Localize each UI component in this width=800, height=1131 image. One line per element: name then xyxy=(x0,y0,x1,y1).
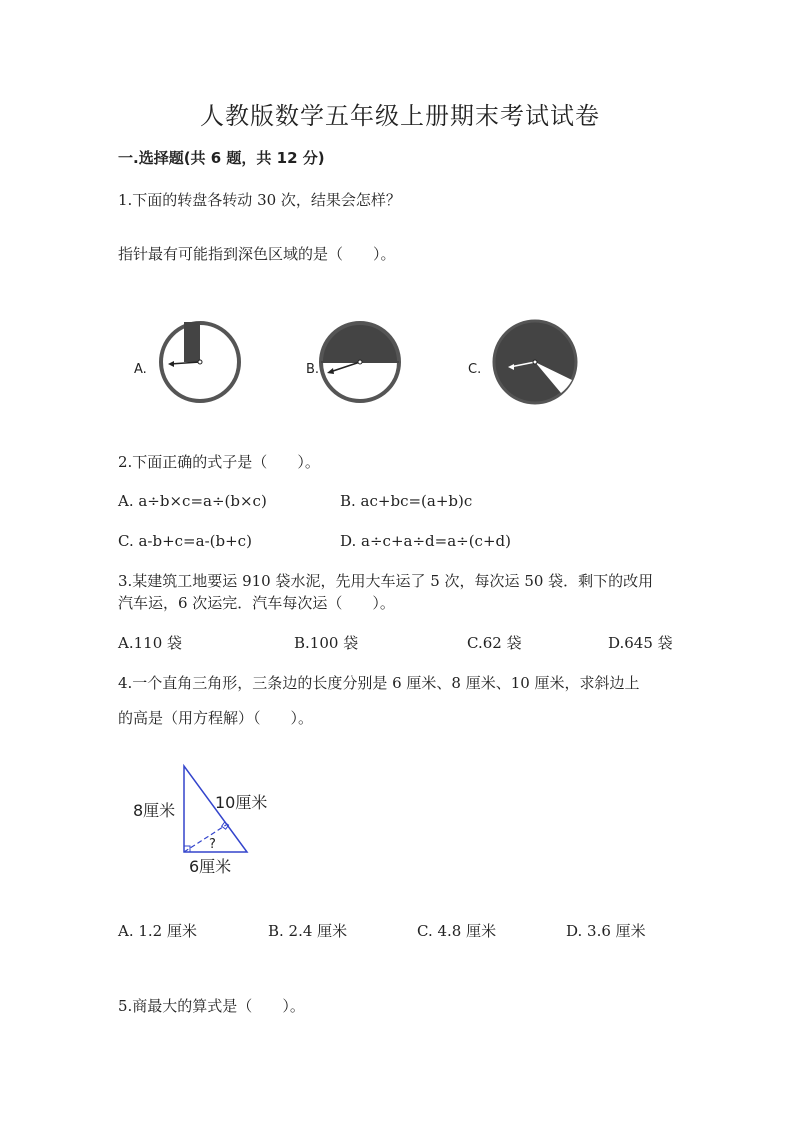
spinner-c-label: C. xyxy=(468,362,482,377)
left-side-label: 8厘米 xyxy=(133,801,176,820)
spinner-b-pointer xyxy=(330,362,360,372)
question-4-stem-line1: 4.一个直角三角形，三条边的长度分别是 6 厘米、8 厘米、10 厘米，求斜边上 xyxy=(118,674,640,692)
question-4-option-a[interactable]: A. 1.2 厘米 xyxy=(118,922,197,940)
question-5-stem: 5.商最大的算式是（ ）。 xyxy=(118,997,305,1015)
question-4-option-c[interactable]: C. 4.8 厘米 xyxy=(417,922,497,940)
spinner-a-label: A. xyxy=(134,362,147,377)
spinner-a-arrowhead xyxy=(168,361,174,367)
question-2-option-b[interactable]: B. ac+bc=(a+b)c xyxy=(340,492,473,510)
unknown-height-label: ? xyxy=(209,837,216,852)
spinner-a-dark-wedge xyxy=(184,322,200,362)
spinner-a-pointer xyxy=(170,362,200,364)
question-3-option-d[interactable]: D.645 袋 xyxy=(608,634,673,652)
question-1-stem: 1.下面的转盘各转动 30 次，结果会怎样？ xyxy=(118,191,401,209)
page-title: 人教版数学五年级上册期末考试试卷 xyxy=(200,102,600,130)
spinner-figures xyxy=(120,318,600,418)
hypotenuse-label: 10厘米 xyxy=(215,793,268,812)
spinner-c-pivot xyxy=(533,360,537,364)
triangle-figure xyxy=(125,760,305,878)
question-1-sub: 指针最有可能指到深色区域的是（ ）。 xyxy=(118,245,396,263)
question-2-option-d[interactable]: D. a÷c+a÷d=a÷(c+d) xyxy=(340,532,511,550)
question-2-stem: 2.下面正确的式子是（ ）。 xyxy=(118,453,320,471)
spinner-b-pivot xyxy=(358,360,362,364)
question-2-option-c[interactable]: C. a-b+c=a-(b+c) xyxy=(118,532,252,550)
spinner-b-arrowhead xyxy=(327,368,334,374)
section-heading: 一.选择题(共 6 题，共 12 分) xyxy=(118,149,325,167)
question-4-option-b[interactable]: B. 2.4 厘米 xyxy=(268,922,348,940)
question-3-option-a[interactable]: A.110 袋 xyxy=(118,634,182,652)
spinner-b-label: B. xyxy=(306,362,320,377)
question-3-option-b[interactable]: B.100 袋 xyxy=(294,634,359,652)
question-3-option-c[interactable]: C.62 袋 xyxy=(467,634,522,652)
bottom-side-label: 6厘米 xyxy=(189,857,232,876)
question-3-stem-line2: 汽车运，6 次运完．汽车每次运（ ）。 xyxy=(118,594,395,612)
question-4-option-d[interactable]: D. 3.6 厘米 xyxy=(566,922,646,940)
question-2-option-a[interactable]: A. a÷b×c=a÷(b×c) xyxy=(118,492,267,510)
spinner-b-dark-region xyxy=(321,323,399,362)
question-3-stem-line1: 3.某建筑工地要运 910 袋水泥，先用大车运了 5 次，每次运 50 袋．剩下的改用 xyxy=(118,572,654,590)
spinner-a-pivot xyxy=(198,360,202,364)
question-4-stem-line2: 的高是（用方程解）（ ）。 xyxy=(118,709,314,727)
